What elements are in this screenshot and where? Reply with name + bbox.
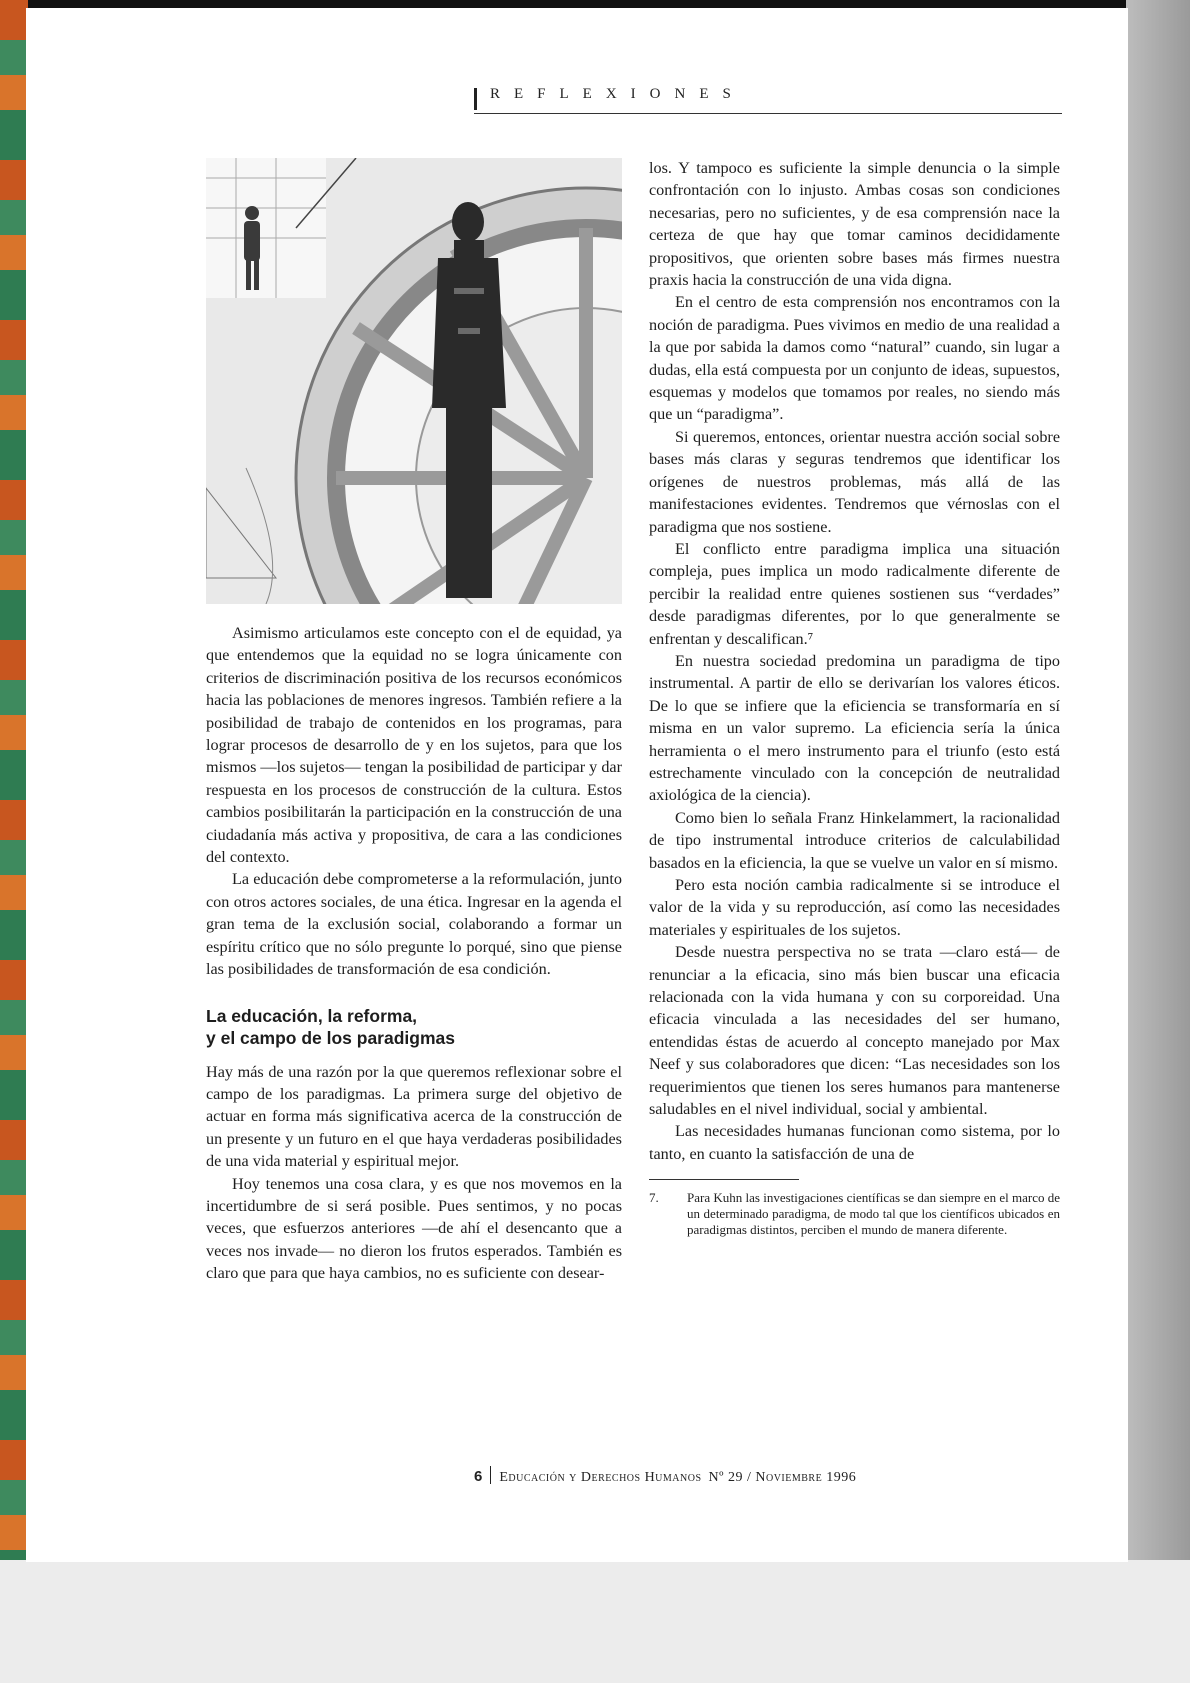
header-rule — [474, 113, 1062, 114]
header-title: REFLEXIONES — [490, 86, 745, 102]
paragraph: Pero esta noción cambia radicalmente si se introduce el valor de la vida y su reproducción, así como las necesidades materiales y espirituales de los sujetos. — [649, 876, 1060, 939]
footnote-text: Para Kuhn las investigaciones científicas se dan siempre en el marco de un determinado paradigma, de modo tal que los científicos ubicados en paradigmas distintos, perciben el mundo de manera diferente. — [687, 1190, 1060, 1238]
page-footer — [474, 1466, 856, 1490]
collage-illustration — [206, 158, 622, 604]
illustration-drawing — [206, 158, 622, 604]
journal-name: Educación y Derechos Humanos — [499, 1470, 702, 1485]
section-heading-line: La educación, la reforma, — [206, 1005, 418, 1026]
right-column — [649, 157, 1060, 1238]
scan-edge-bottom — [0, 1560, 1190, 1683]
footer-separator — [490, 1466, 491, 1484]
issue-info: Nº 29 / Noviembre 1996 — [708, 1470, 857, 1485]
paragraph: El conflicto entre paradigma implica una situación compleja, pues implica un modo radicalmente diferente de percibir la realidad entre quienes sostienen sus “verdades” desde paradigmas diferentes, por lo que generalmente se enfrentan y descalifican.⁷ — [649, 539, 1060, 648]
paragraph: En el centro de esta comprensión nos encontramos con la noción de paradigma. Pues vivimos en medio de una realidad a la que por sabida la damos como “natural” cuando, sin lugar a dudas, ella está compuesta por un conjunto de ideas, supuestos, esquemas y modelos que tomamos por reales, no siendo más que un “paradigma”. — [649, 293, 1060, 424]
paragraph: La educación debe comprometerse a la reformulación, junto con otros actores sociales, de una ética. Ingresar en la agenda el gran tema de la exclusión social, colaborando a formar un espíritu crítico que no sólo pregunte lo porqué, sino que piense las posibilidades de transformación de esa condición. — [206, 870, 622, 979]
scan-edge-right — [1126, 0, 1190, 1683]
paragraph: Si queremos, entonces, orientar nuestra acción social sobre bases más claras y seguras tendremos que identificar los orígenes de nuestros problemas, más allá de las manifestaciones evidentes. Tendremos que vérnoslas con el paradigma que nos sostiene. — [649, 427, 1060, 536]
section-heading — [206, 1005, 622, 1049]
page-number: 6 — [474, 1468, 483, 1485]
paragraph: Como bien lo señala Franz Hinkelammert, la racionalidad de tipo instrumental introduce criterios de calculabilidad basados en la eficiencia, la que se vuelve un valor en sí mismo. — [649, 808, 1060, 872]
paragraph: Desde nuestra perspectiva no se trata —claro está— de renunciar a la eficacia, sino más bien buscar una eficacia relacionada con la vida humana y con su corporeidad. Una eficacia vinculada a las necesidades del ser humano, entendidas éstas de acuerdo al concepto manejado por Max Neef y sus colaboradores que dicen: “Las necesidades son los requerimientos que tienen los seres humanos para mantenerse saludables en el nivel individual, social y ambiental. — [649, 943, 1060, 1119]
footnote — [649, 1190, 1060, 1238]
running-header — [474, 86, 1062, 118]
footnote-rule — [649, 1179, 799, 1180]
left-column — [206, 622, 622, 1285]
paragraph: Las necesidades humanas funcionan como sistema, por lo tanto, en cuanto la satisfacción de una de — [649, 1122, 1060, 1163]
header-bar — [474, 88, 477, 110]
scan-edge-left — [0, 0, 28, 1560]
paragraph: Asimismo articulamos este concepto con el de equidad, ya que entendemos que la equidad no se logra únicamente con criterios de discriminación positiva de los recursos económicos hacia las poblaciones de menores ingresos. También refiere a la posibilidad de trabajo de contenidos en los programas, para lograr procesos de desarrollo de y en los sujetos, para que los mismos —los sujetos— tengan la posibilidad de participar y dar respuesta en los procesos de construcción de la cultura. Estos cambios posibilitarán la participación en la construcción de una ciudadanía más activa y propositiva, de cara a las condiciones del contexto. — [206, 624, 622, 867]
footnote-number: 7. — [649, 1190, 659, 1206]
section-heading-line: y el campo de los paradigmas — [206, 1027, 455, 1048]
paragraph: los. Y tampoco es suficiente la simple denuncia o la simple confrontación con lo injusto. Ambas cosas son condiciones necesarias, pero no suficientes, y de esa comprensión nace la certeza de que hay que tomar caminos decididamente propositivos, que orienten sobre bases más firmes nuestra praxis hacia la construcción de una vida digna. — [649, 159, 1060, 290]
paragraph: En nuestra sociedad predomina un paradigma de tipo instrumental. A partir de ello se derivarían los valores éticos. De lo que se infiere que la eficiencia se transformaría en sí misma en un valor supremo. La eficiencia sería la única herramienta o el mero instrumento para el triunfo (esto está estrechamente vinculado con la concepción de neutralidad axiológica de la ciencia). — [649, 651, 1060, 805]
paragraph: Hoy tenemos una cosa clara, y es que nos movemos en la incertidumbre de si será posible. Pues sentimos, y no pocas veces, que esfuerzos anteriores —de ahí el desencanto que a veces nos invade— no dieron los frutos esperados. También es claro que para que haya cambios, no es suficiente con desear- — [206, 1174, 622, 1283]
paragraph: Hay más de una razón por la que queremos reflexionar sobre el campo de los paradigmas. La primera surge del objetivo de actuar en forma más significativa acerca de la construcción de un presente y un futuro en el que haya verdaderas posibilidades de una vida material y espiritual mejor. — [206, 1062, 622, 1171]
